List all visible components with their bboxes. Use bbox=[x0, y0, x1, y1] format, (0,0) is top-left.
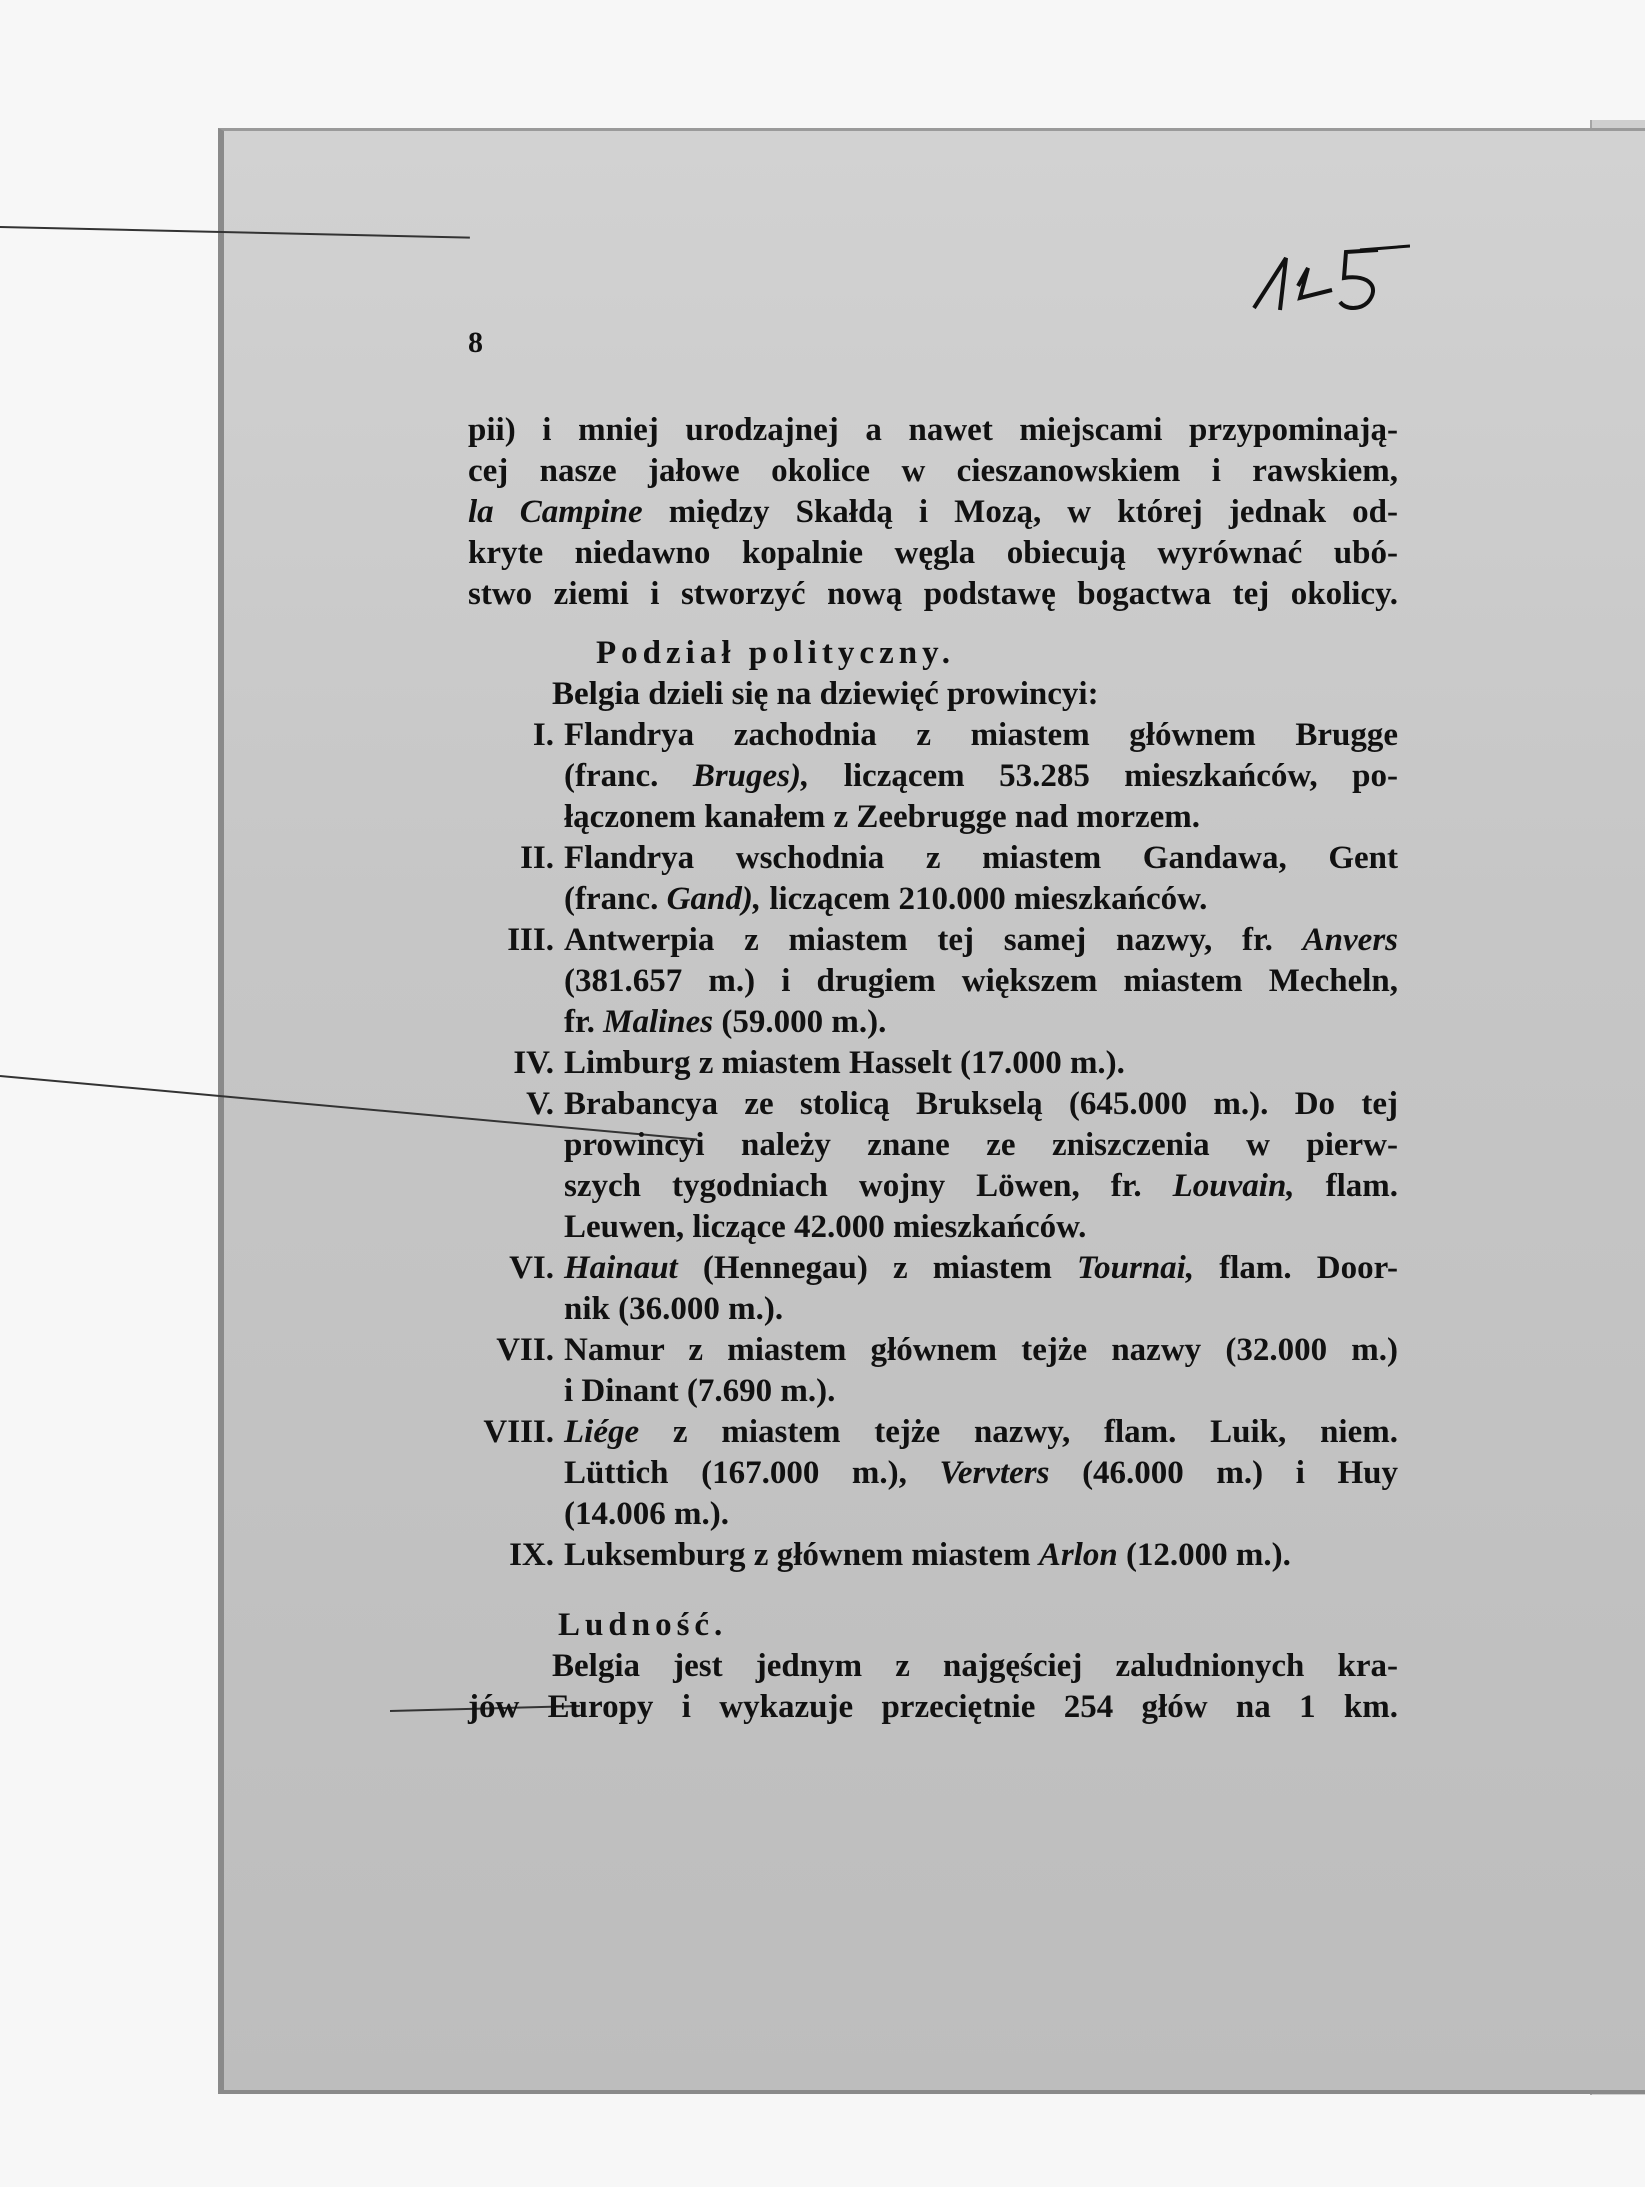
section-heading: Podział polityczny. bbox=[596, 635, 955, 671]
text-line: szych tygodniach wojny Löwen, fr. Louvain, flam. bbox=[564, 1168, 1398, 1204]
text-line: (14.006 m.). bbox=[564, 1496, 729, 1532]
text-line: cej nasze jałowe okolice w cieszanowskiem i rawskiem, bbox=[468, 453, 1398, 489]
province-item bbox=[468, 1248, 1398, 1330]
text-line: stwo ziemi i stworzyć nową podstawę bogactwa tej okolicy. bbox=[468, 576, 1398, 612]
province-text bbox=[564, 1412, 1398, 1535]
text-line: prowincyi należy znane ze zniszczenia w pierw- bbox=[564, 1127, 1398, 1163]
text-line: la Campine między Skałdą i Mozą, w której jednak od- bbox=[468, 494, 1398, 530]
province-text bbox=[564, 1043, 1398, 1084]
text-line: Brabancya ze stolicą Brukselą (645.000 m.). Do tej bbox=[564, 1086, 1398, 1122]
section-political-division bbox=[468, 633, 1398, 1576]
text-line: Lüttich (167.000 m.), Vervters (46.000 m.) i Huy bbox=[564, 1455, 1398, 1491]
italic-term: Louvain, bbox=[1172, 1168, 1295, 1204]
handwritten-page-number bbox=[1250, 238, 1410, 328]
province-item bbox=[468, 1535, 1398, 1576]
province-number: V. bbox=[526, 1086, 554, 1122]
italic-term: Arlon bbox=[1038, 1537, 1118, 1573]
text-line: Liége z miastem tejże nazwy, flam. Luik, niem. bbox=[564, 1414, 1398, 1450]
text-line: i Dinant (7.690 m.). bbox=[564, 1373, 836, 1409]
section-intro: Belgia dzieli się na dziewięć prowincyi: bbox=[552, 676, 1099, 712]
italic-term: la Campine bbox=[468, 494, 643, 530]
province-item bbox=[468, 1412, 1398, 1535]
province-number: II. bbox=[520, 840, 554, 876]
province-number: III. bbox=[507, 922, 554, 958]
province-number: VI. bbox=[509, 1250, 554, 1286]
text-line: Belgia jest jednym z najgęściej zaludnionych kra- bbox=[552, 1648, 1398, 1684]
italic-term: Tournai, bbox=[1077, 1250, 1195, 1286]
page-number: 8 bbox=[468, 326, 483, 359]
province-number: VIII. bbox=[483, 1414, 554, 1450]
province-number: VII. bbox=[496, 1332, 554, 1368]
text-line: (franc. Gand), liczącem 210.000 mieszkańców. bbox=[564, 881, 1208, 917]
italic-term: Malines bbox=[603, 1004, 714, 1040]
text-line: Flandrya wschodnia z miastem Gandawa, Gent bbox=[564, 840, 1398, 876]
text-line: Antwerpia z miastem tej samej nazwy, fr. Anvers bbox=[564, 922, 1398, 958]
province-item bbox=[468, 1084, 1398, 1248]
section-population bbox=[468, 1605, 1398, 1728]
province-text bbox=[564, 838, 1398, 920]
province-list bbox=[468, 715, 1398, 1576]
province-text bbox=[564, 1535, 1398, 1576]
population-paragraph bbox=[468, 1646, 1398, 1728]
province-text bbox=[564, 715, 1398, 838]
province-text bbox=[564, 1248, 1398, 1330]
text-line: nik (36.000 m.). bbox=[564, 1291, 784, 1327]
province-item bbox=[468, 715, 1398, 838]
intro-paragraph bbox=[468, 410, 1398, 615]
province-text bbox=[564, 1330, 1398, 1412]
text-line: Luksemburg z głównem miastem Arlon (12.000 m.). bbox=[564, 1537, 1291, 1573]
text-line: pii) i mniej urodzajnej a nawet miejscami przypominają- bbox=[468, 412, 1398, 448]
province-number: IX. bbox=[509, 1537, 554, 1573]
province-item bbox=[468, 1330, 1398, 1412]
italic-term: Liége bbox=[564, 1414, 640, 1450]
text-line: Hainaut (Hennegau) z miastem Tournai, flam. Door- bbox=[564, 1250, 1398, 1286]
text-line: fr. Malines (59.000 m.). bbox=[564, 1004, 887, 1040]
italic-term: Anvers bbox=[1302, 922, 1398, 958]
text-line: Leuwen, liczące 42.000 mieszkańców. bbox=[564, 1209, 1087, 1245]
text-line: Namur z miastem głównem tejże nazwy (32.000 m.) bbox=[564, 1332, 1398, 1368]
province-text bbox=[564, 1084, 1398, 1248]
province-text bbox=[564, 920, 1398, 1043]
text-line: (franc. Bruges), liczącem 53.285 mieszkańców, po- bbox=[564, 758, 1398, 794]
province-item bbox=[468, 1043, 1398, 1084]
italic-term: Bruges), bbox=[692, 758, 810, 794]
province-number: IV. bbox=[513, 1045, 554, 1081]
text-line: łączonem kanałem z Zeebrugge nad morzem. bbox=[564, 799, 1201, 835]
text-line: Flandrya zachodnia z miastem głównem Brugge bbox=[564, 717, 1398, 753]
italic-term: Vervters bbox=[939, 1455, 1050, 1491]
italic-term: Hainaut bbox=[564, 1250, 678, 1286]
province-item bbox=[468, 838, 1398, 920]
text-line: kryte niedawno kopalnie węgla obiecują wyrównać ubó- bbox=[468, 535, 1398, 571]
text-line: jów Europy i wykazuje przeciętnie 254 głów na 1 km. bbox=[468, 1689, 1398, 1725]
province-number: I. bbox=[532, 717, 554, 753]
text-line: Limburg z miastem Hasselt (17.000 m.). bbox=[564, 1045, 1125, 1081]
text-line: (381.657 m.) i drugiem większem miastem Mecheln, bbox=[564, 963, 1398, 999]
section-heading: Ludność. bbox=[558, 1607, 728, 1643]
italic-term: Gand), bbox=[666, 881, 762, 917]
province-item bbox=[468, 920, 1398, 1043]
